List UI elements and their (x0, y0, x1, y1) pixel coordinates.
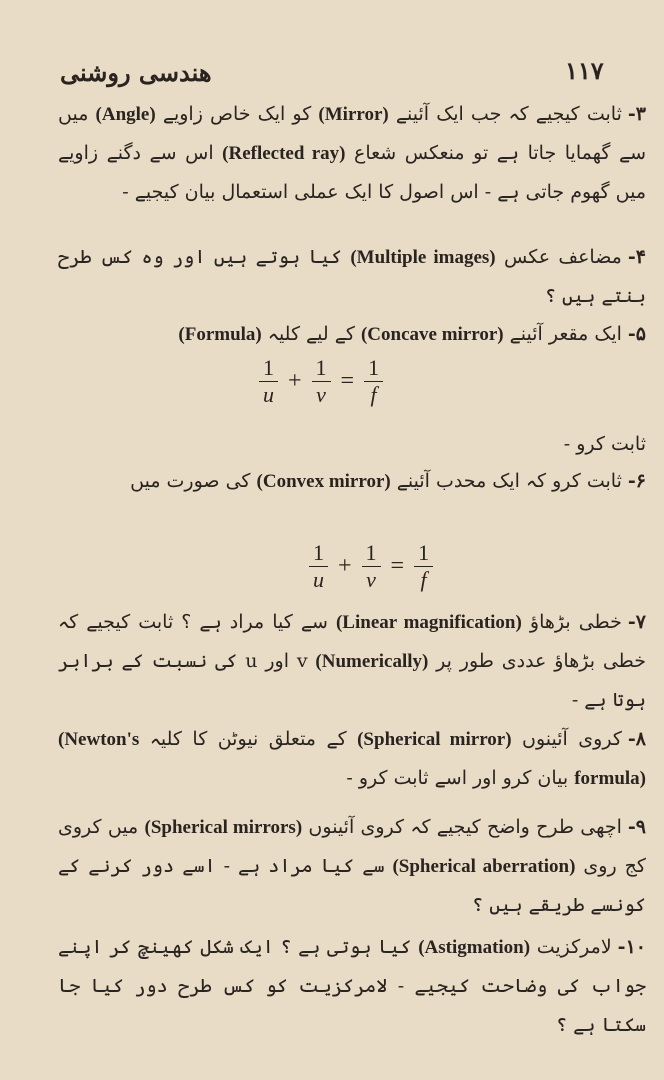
question-text: کی صورت میں (130, 470, 257, 492)
question-number: ۳- (627, 103, 646, 125)
question-text: میں سے گھمایا جاتا ہے تو منعکس شعاع (58, 103, 647, 164)
question-text: کیا ہوتے ہیں اور وہ کس طرح بنتے ہیں ؟ (58, 246, 646, 307)
question-number: ۶- (627, 470, 646, 492)
english-term: (Formula) (178, 324, 262, 345)
fraction-1-over-u: $\frac{1}{u}$ (259, 355, 278, 408)
page-number: ۱۱۷ (565, 56, 604, 85)
question-text: کروی آئینوں (511, 728, 622, 750)
question-text: مضاعف عکس (495, 246, 622, 268)
english-term: (Linear magnification) (335, 612, 522, 633)
question-text: ثابت کرو کہ ایک محدب آئینے (390, 470, 622, 492)
english-term: (Spherical aberration) (392, 856, 576, 877)
question-number: ۵- (627, 323, 646, 345)
fraction-1-over-u: $\frac{1}{u}$ (309, 540, 328, 593)
mirror-formula-2: $\frac{1}{u}$ + $\frac{1}{v}$ = $\frac{1}{f}$ (305, 540, 437, 593)
english-term: (Concave mirror) (360, 324, 504, 345)
question-text: ثابت کیجیے کہ جب ایک آئینے (388, 103, 622, 125)
fraction-1-over-v: $\frac{1}{v}$ (312, 355, 331, 408)
running-header-title: هندسی روشنی (60, 58, 212, 87)
question-text: خطی بڑھاؤ (521, 611, 622, 633)
question-text: کیا ہوتی ہے ؟ ایک شکل کھینچ کر اپنے جواب کی وضاحت کیجیے - لامرکزیت کو کس طرح دور کیا جا سکتا ہے ؟ (58, 936, 646, 1036)
question-number: ۱۰- (617, 936, 646, 958)
english-term: (Mirror) (318, 104, 389, 125)
question-text: میں کروی کج روی (58, 816, 646, 877)
question-text: کو ایک خاص زاویے (155, 103, 319, 125)
question-text: کے متعلق نیوٹن کا کلیہ (139, 728, 358, 750)
question-5-conclusion (58, 425, 646, 464)
english-term: (Reflected ray) (222, 143, 346, 164)
mirror-formula-1: $\frac{1}{u}$ + $\frac{1}{v}$ = $\frac{1}{f}$ (255, 355, 387, 408)
english-term: (Convex mirror) (256, 471, 391, 492)
english-term: (Newton's formula) (58, 729, 646, 789)
question-text: ثابت کرو - (563, 433, 646, 455)
question-text: سے کیا مراد ہے - اسے دور کرنے کے کونسے طریقے ہیں ؟ (58, 855, 646, 916)
fraction-1-over-v: $\frac{1}{v}$ (362, 540, 381, 593)
english-term: (Angle) (95, 104, 156, 125)
question-4 (58, 238, 646, 316)
question-number: ۸- (627, 728, 646, 750)
english-term: (Astigmation) (418, 937, 531, 958)
question-text: کے لیے کلیہ (261, 323, 361, 345)
question-8 (58, 720, 646, 798)
question-text: اس سے دگنے زاویے میں گھوم جاتی ہے - اس اصول کا ایک عملی استعمال بیان کیجیے - (58, 142, 646, 203)
question-text: ایک مقعر آئینے (503, 323, 622, 345)
question-3 (58, 95, 646, 212)
english-term: (Numerically) (315, 651, 429, 672)
fraction-1-over-f: $\frac{1}{f}$ (364, 355, 383, 408)
question-10 (58, 928, 646, 1045)
question-text: سے کیا مراد ہے ؟ ثابت کیجیے کہ خطی بڑھاؤ عددی طور پر (58, 611, 646, 672)
question-9 (58, 808, 646, 925)
question-6 (58, 462, 646, 501)
english-term: (Spherical mirror) (357, 729, 512, 750)
fraction-1-over-f: $\frac{1}{f}$ (414, 540, 433, 593)
question-text: لامرکزیت (530, 936, 612, 958)
question-text: v اور u کی نسبت کے برابر ہوتا ہے - (58, 650, 646, 711)
question-7 (58, 603, 646, 720)
question-text: بیان کرو اور اسے ثابت کرو - (346, 767, 575, 789)
question-number: ۹- (627, 816, 646, 838)
question-number: ۷- (627, 611, 646, 633)
question-number: ۴- (627, 246, 646, 268)
english-term: (Multiple images) (350, 247, 496, 268)
question-text: اچھی طرح واضح کیجیے کہ کروی آئینوں (302, 816, 622, 838)
question-5 (58, 315, 646, 354)
english-term: (Spherical mirrors) (144, 817, 303, 838)
